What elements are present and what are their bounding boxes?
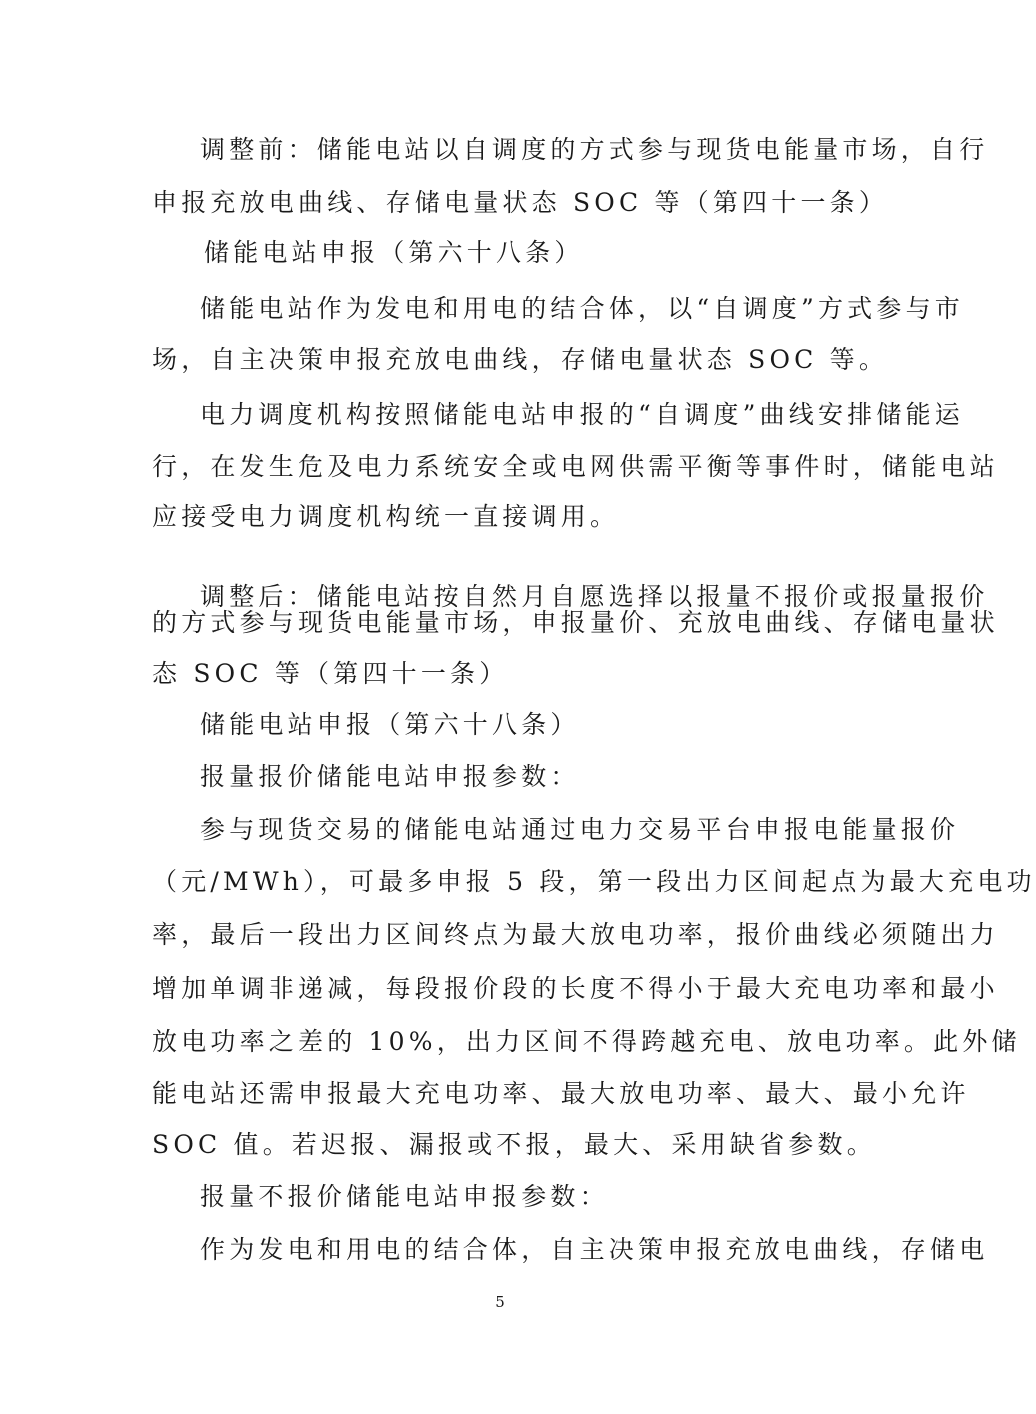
paragraph-line: 储能电站作为发电和用电的结合体，以“自调度”方式参与市 — [200, 294, 964, 323]
paragraph-line: 调整前：储能电站以自调度的方式参与现货电能量市场，自行 — [200, 135, 989, 164]
paragraph-line: 增加单调非递减，每段报价段的长度不得小于最大充电功率和最小 — [152, 974, 999, 1003]
paragraph-line: 态 SOC 等（第四十一条） — [152, 659, 509, 688]
paragraph-line: 申报充放电曲线、存储电量状态 SOC 等（第四十一条） — [152, 188, 889, 217]
paragraph-line: （元/MWh），可最多申报 5 段，第一段出力区间起点为最大充电功 — [152, 867, 1036, 896]
paragraph-line: SOC 值。若迟报、漏报或不报，最大、采用缺省参数。 — [152, 1130, 876, 1159]
paragraph-line: 的方式参与现货电能量市场，申报量价、充放电曲线、存储电量状 — [152, 608, 999, 637]
paragraph-line: 行，在发生危及电力系统安全或电网供需平衡等事件时，储能电站 — [152, 452, 999, 481]
paragraph-line: 调整后：储能电站按自然月自愿选择以报量不报价或报量报价 — [200, 582, 989, 611]
paragraph-line: 放电功率之差的 10%，出力区间不得跨越充电、放电功率。此外储 — [152, 1027, 1021, 1056]
page-number: 5 — [495, 1293, 505, 1311]
paragraph-line: 电力调度机构按照储能电站申报的“自调度”曲线安排储能运 — [200, 400, 964, 429]
paragraph-line: 参与现货交易的储能电站通过电力交易平台申报电能量报价 — [200, 815, 960, 844]
paragraph-line: 能电站还需申报最大充电功率、最大放电功率、最大、最小允许 — [152, 1079, 970, 1108]
section-heading: 报量报价储能电站申报参数： — [200, 762, 580, 791]
section-heading: 储能电站申报（第六十八条） — [200, 710, 580, 739]
section-heading: 储能电站申报（第六十八条） — [204, 238, 584, 267]
paragraph-line: 作为发电和用电的结合体，自主决策申报充放电曲线，存储电 — [200, 1235, 989, 1264]
paragraph-line: 场，自主决策申报充放电曲线，存储电量状态 SOC 等。 — [152, 345, 889, 374]
section-heading: 报量不报价储能电站申报参数： — [200, 1182, 609, 1211]
paragraph-line: 率，最后一段出力区间终点为最大放电功率，报价曲线必须随出力 — [152, 920, 999, 949]
paragraph-line: 应接受电力调度机构统一直接调用。 — [152, 502, 620, 531]
